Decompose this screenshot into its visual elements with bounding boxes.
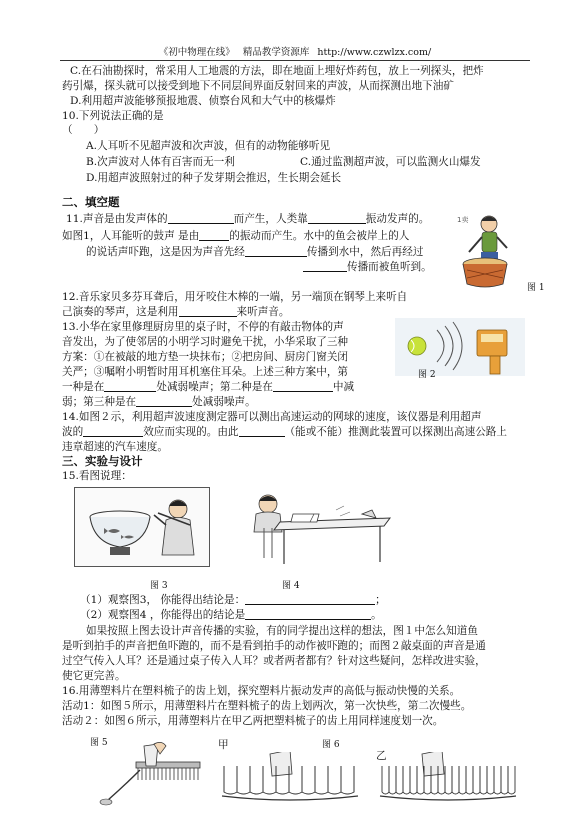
q11-text-d: 如图1，人耳能听的鼓声 是由 [62,230,200,242]
comb-tooth [382,766,389,794]
q12-line2 [62,305,290,319]
q11-text-h: 传播而被鱼听到。 [347,261,432,273]
obs2-blank[interactable] [245,608,371,620]
comb-tooth [508,766,515,794]
q13-line1: 13.小华在家里修理厨房里的桌子时，不停的有敲击物体的声 [62,321,344,333]
q11-text-b: 而产生，人类靠 [233,213,308,225]
comb-label-yi: 乙 [376,750,387,762]
comb-tooth [250,766,263,794]
header-site: 《初中物理在线》 [158,47,235,58]
figure-2-caption: 图 2 [418,370,436,380]
q11-blank-3[interactable] [199,229,229,241]
q13-line4: 关严；③嘱咐小明暂时用耳机塞住耳朵。上述三种方案中，第 [62,366,349,378]
q15-paragraph-line3: 过空气传入人耳？还是通过桌子传入人耳？或者两者都有？针对这些疑问，怎样改进实验， [62,655,486,667]
q11-text-g: 传播到水中，然后再经过 [306,246,424,258]
q13-blank-2[interactable] [273,380,333,392]
q13-blank-3[interactable] [136,395,192,407]
q15-paragraph-line1: 如果按照上图去设计声音传播的实验，有的同学提出这样的想法，图１中怎么知道鱼 [86,625,478,637]
q15-paragraph-line2: 是听到拍手的声音把鱼吓跑的，而不是看到拍手的动作被吓跑的；而图２敲桌面的声音是通 [62,640,486,652]
figure-6-comb-yi [378,752,518,804]
comb-tooth [315,766,328,794]
figure-3-caption: 图 3 [150,581,168,591]
figure-6-comb-jia [220,752,360,804]
svg-text:1卖: 1卖 [457,216,469,224]
figure-6-caption: 图 6 [322,740,340,750]
comb-tooth [501,766,508,794]
header-url: http://www.czwlzx.com/ [317,47,432,58]
q13-text-5a: 一种是在 [62,381,105,393]
q13-text-6b: 处减弱噪声。 [192,396,256,408]
comb-tooth [237,766,250,794]
q14-line2 [62,425,507,439]
q15-paragraph-line4: 使它更完善。 [62,670,126,682]
comb-tooth [480,766,487,794]
q11-blank-1[interactable] [168,212,234,224]
figure-5-comb-strip [96,740,206,808]
section3-title: 三、实验与设计 [62,454,143,468]
obs1-end: ； [375,594,386,606]
comb-tooth [459,766,466,794]
q14-blank-2[interactable] [239,425,285,437]
figure-1-drum [455,212,517,290]
q13-line2: 音发出，为了使邻居的小明学习时避免干扰，小华采取了三种 [62,336,349,348]
q9-option-c-line2: 药引爆，探头就可以接受到地下不同层间界面反射回来的声波，从而探测出地下油矿 [62,80,454,92]
q11-blank-5[interactable] [303,260,347,272]
q10-option-a: A.人耳听不见超声波和次声波，但有的动物能够听见 [86,140,331,152]
q11-text-f: 的说话声吓跑，这是因为声音先经 [86,246,245,258]
comb-tooth [302,766,315,794]
q10-option-d: D.用超声波照射过的种子发芽期会推迟，生长期会延长 [86,172,342,184]
q11-line1 [66,212,429,226]
figure-1-caption: 图 1 [527,283,545,293]
q13-text-5c: 中减 [332,381,355,393]
q9-option-d: D.利用超声波能够预报地震、侦察台风和大气中的核爆炸 [70,95,336,107]
comb-tooth [389,766,396,794]
q11-text-e: 的振动而产生。水中的鱼会被岸上的人 [229,230,410,242]
q11-blank-2[interactable] [308,212,366,224]
q10-option-c: C.通过监测超声波，可以监测火山爆发 [300,156,481,168]
q16-activity-2: 活动２：如图６所示，用薄塑料片在甲乙两把塑料梳子的齿上用同样速度划一次。 [62,715,444,727]
figure-3-fish-clap [74,487,210,567]
q12-blank[interactable] [179,305,237,317]
figure-4-caption: 图 4 [282,581,300,591]
q11-text-c: 振动发声的。 [365,213,430,225]
q16-stem: 16.用薄塑料片在塑料梳子的齿上划，探究塑料片振动发声的高低与振动快慢的关系。 [62,685,461,697]
q14-text-2b: 效应而实现的。由此 [143,426,239,438]
q10-answer-paren: （ ） [62,124,105,136]
q12-text-c: 来听声音。 [236,306,290,318]
figure-4-table-knock [244,488,394,566]
q14-line3: 违章超速的汽车速度。 [62,441,168,453]
comb-tooth [417,766,424,794]
q11-line2 [62,229,409,243]
q15-title: 15.看图说理： [62,470,132,482]
q12-line1: 12.音乐家贝多芬耳聋后，用牙咬住木棒的一端，另一端顶在钢琴上来听自 [62,291,408,303]
section2-title: 二、填空题 [62,195,120,209]
header-tagline: 精品教学资源库 [242,47,310,58]
comb-tooth [341,766,354,794]
comb-tooth [466,766,473,794]
q11-text-a: 11.声音是由发声体的 [66,213,168,225]
figure-5-caption: 图 5 [90,738,108,748]
comb-tooth [396,766,403,794]
q13-line3: 方案：①在被敲的地方垫一块抹布；②把房间、厨房门窗关闭 [62,351,349,363]
q14-text-2c: （能或不能）推测此装置可以探测出高速公路上 [284,426,507,438]
figure-2-speed-meter [395,318,525,376]
page-header [60,44,530,61]
q11-blank-4[interactable] [245,245,307,257]
obs2-end: 。 [371,609,382,621]
q11-line3 [86,245,423,259]
comb-tooth [445,766,452,794]
q15-observation-2 [80,608,382,622]
q13-line6 [62,395,256,409]
q11-line4 [303,260,432,274]
q16-activity-1: 活动1：如图５所示，用薄塑料片在塑料梳子的齿上划两次，第一次快些，第二次慢些。 [62,700,472,712]
comb-tooth [494,766,501,794]
obs2-text: （2）观察图4 ，你能得出的结论是 [80,609,246,621]
q13-text-6a: 弱；第三种是在 [62,396,137,408]
comb-tooth [403,766,410,794]
q14-text-2a: 波的 [62,426,84,438]
q14-blank-1[interactable] [83,425,143,437]
q13-text-5b: 处减弱噪声；第二种是在 [156,381,273,393]
comb-tooth [328,766,341,794]
comb-tooth [410,766,417,794]
q10-stem: 10.下列说法正确的是 [62,110,164,122]
q9-option-c-line1: C.在石油勘探时，常采用人工地震的方法，即在地面上埋好炸药包，放上一列探头，把炸 [70,65,484,77]
comb-tooth [487,766,494,794]
q15-observation-1 [80,593,386,607]
q12-text-b: 己演奏的琴声，这是利用 [62,306,179,318]
q14-line1: 14.如图２示，利用超声波速度测定器可以测出高速运动的网球的速度，该仪器是利用超声 [62,411,482,423]
comb-tooth [452,766,459,794]
q13-line5 [62,380,354,394]
comb-tooth [224,766,237,794]
obs1-text: （1）观察图3， 你能得出结论是： [80,594,246,606]
comb-label-jia: 甲 [218,739,229,751]
obs1-blank[interactable] [245,593,375,605]
comb-tooth [473,766,480,794]
q10-option-b: B.次声波对人体有百害而无一利 [86,156,235,168]
q13-blank-1[interactable] [104,380,156,392]
